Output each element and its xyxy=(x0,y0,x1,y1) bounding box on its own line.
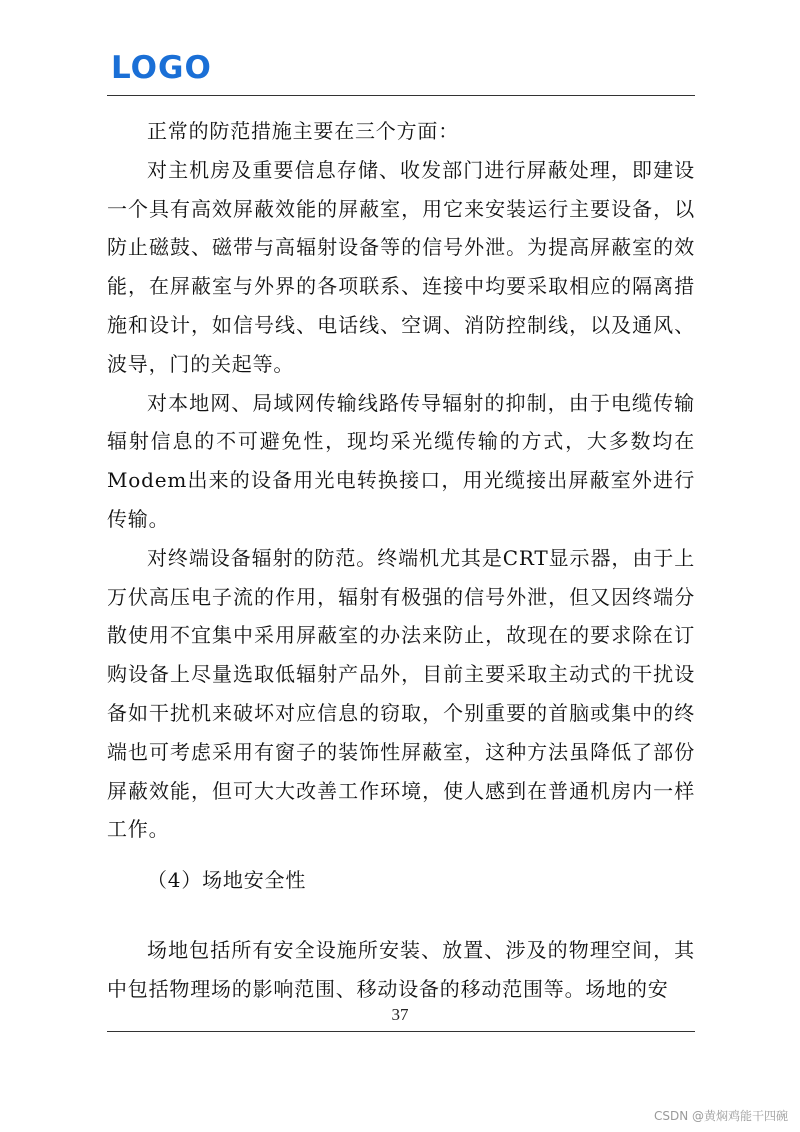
document-body xyxy=(107,112,695,1009)
header-divider xyxy=(107,95,695,96)
paragraph-lan-radiation: 对本地网、局域网传输线路传导辐射的抑制，由于电缆传输辐射信息的不可避免性，现均采光缆传输的方式，大多数均在Modem出来的设备用光电转换接口，用光缆接出屏蔽室外进行传输。 xyxy=(107,390,695,531)
paragraph-intro: 正常的防范措施主要在三个方面： xyxy=(147,119,459,143)
section-heading: （4）场地安全性 xyxy=(147,868,307,893)
paragraph-host-room-shielding: 对主机房及重要信息存储、收发部门进行屏蔽处理，即建设一个具有高效屏蔽效能的屏蔽室，用它来安装运行主要设备，以防止磁鼓、磁带与高辐射设备等的信号外泄。为提高屏蔽室的效能，在屏蔽室与外界的各项联系、连接中均要采取相应的隔离措施和设计，如信号线、电话线、空调、消防控制线，以及通风、波导，门的关起等。 xyxy=(107,157,695,376)
footer-divider xyxy=(107,1031,695,1032)
watermark: CSDN @黄焖鸡能干四碗 xyxy=(653,1109,788,1123)
logo: LOGO xyxy=(111,50,212,86)
paragraph-site-security: 场地包括所有安全设施所安装、放置、涉及的物理空间，其中包括物理场的影响范围、移动设备的移动范围等。场地的安 xyxy=(107,937,695,1001)
paragraph-terminal-radiation: 对终端设备辐射的防范。终端机尤其是CRT显示器，由于上万伏高压电子流的作用，辐射有极强的信号外泄，但又因终端分散使用不宜集中采用屏蔽室的办法来防止，故现在的要求除在订购设备上尽量选取低辐射产品外，目前主要采取主动式的干扰设备如干扰机来破坏对应信息的窃取，个别重要的首脑或集中的终端也可考虑采用有窗子的装饰性屏蔽室，这种方法虽降低了部份屏蔽效能，但可大大改善工作环境，使人感到在普通机房内一样工作。 xyxy=(107,545,695,842)
page-number: 37 xyxy=(391,1005,409,1024)
